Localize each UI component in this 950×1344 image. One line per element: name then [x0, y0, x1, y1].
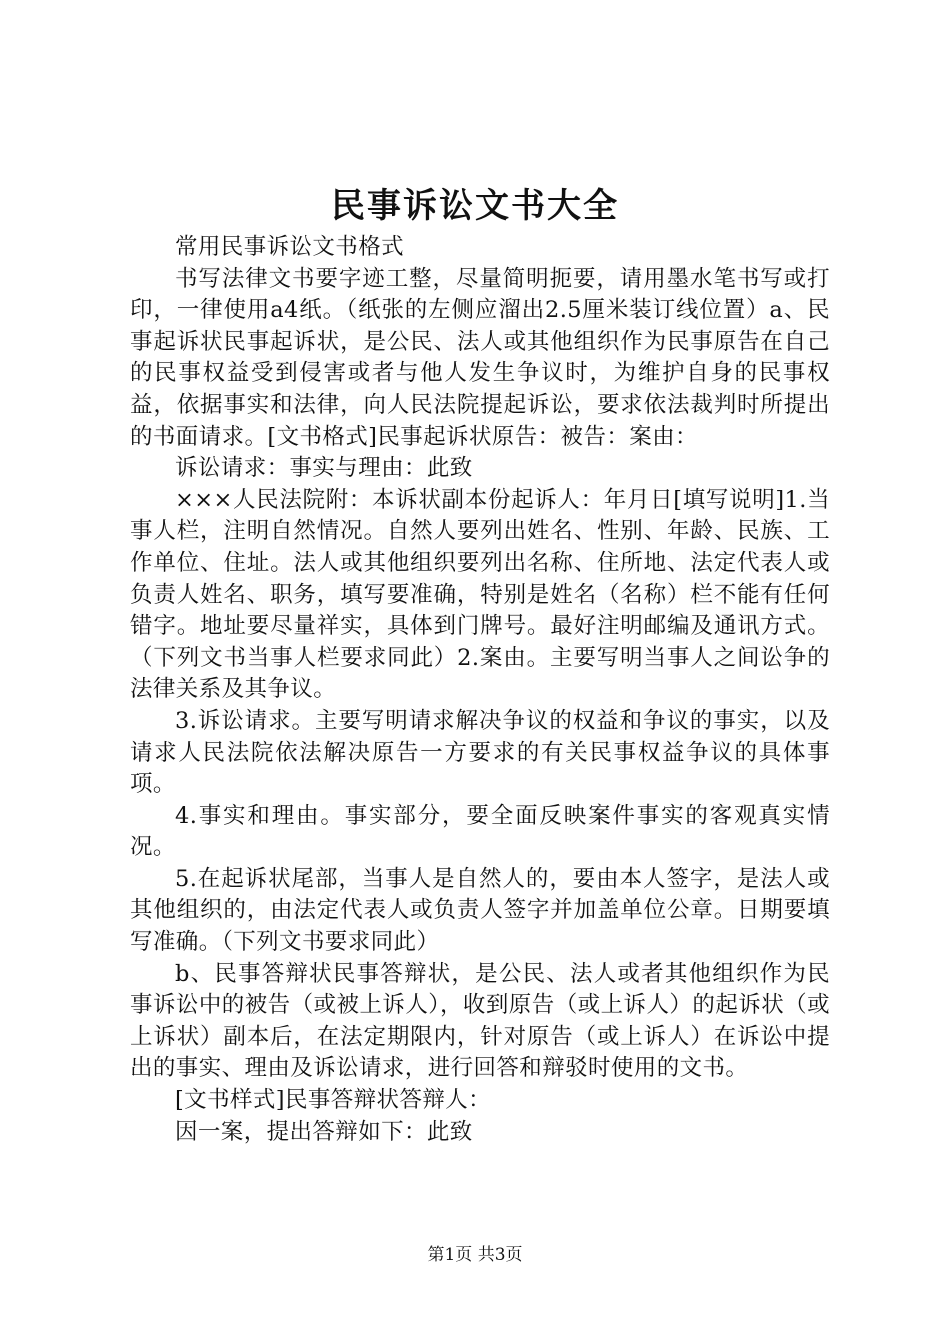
paragraph: 5.在起诉状尾部，当事人是自然人的，要由本人签字，是法人或其他组织的，由法定代表人或负责人签字并加盖单位公章。日期要填写准确。（下列文书要求同此） [130, 865, 830, 956]
paragraph: [文书样式]民事答辩状答辩人： [175, 1087, 492, 1114]
page-footer: 第1页 共3页 [427, 1245, 523, 1265]
paragraph: 诉讼请求：事实与理由：此致 [175, 455, 473, 482]
paragraph: b、民事答辩状民事答辩状，是公民、法人或者其他组织作为民事诉讼中的被告（或被上诉人），收到原告（或上诉人）的起诉状（或上诉状）副本后，在法定期限内，针对原告（或上诉人）在诉讼中提出的事实、理由及诉讼请求，进行回答和辩驳时使用的文书。 [130, 960, 830, 1082]
document-body [130, 232, 830, 1148]
paragraph: 4.事实和理由。事实部分，要全面反映案件事实的客观真实情况。 [130, 802, 830, 861]
paragraph: 书写法律文书要字迹工整，尽量简明扼要，请用墨水笔书写或打印，一律使用a4纸。（纸张的左侧应溜出2.5厘米装订线位置）a、民事起诉状民事起诉状，是公民、法人或其他组织作为民事原告在自己的民事权益受到侵害或者与他人发生争议时，为维护自身的民事权益，依据事实和法律，向人民法院提起诉讼，要求依法裁判时所提出的书面请求。[文书格式]民事起诉状原告：被告：案由： [130, 265, 830, 450]
paragraph: 3.诉讼请求。主要写明请求解决争议的权益和争议的事实，以及请求人民法院依法解决原告一方要求的有关民事权益争议的具体事项。 [130, 707, 830, 798]
paragraph: 常用民事诉讼文书格式 [175, 234, 405, 260]
document-title: 民事诉讼文书大全 [331, 186, 619, 226]
paragraph: ×××人民法院附：本诉状副本份起诉人：年月日[填写说明]1.当事人栏，注明自然情况。自然人要列出姓名、性别、年龄、民族、工作单位、住址。法人或其他组织要列出名称、住所地、法定代表人或负责人姓名、职务，填写要准确，特别是姓名（名称）栏不能有任何错字。地址要尽量祥实，具体到门牌号。最好注明邮编及通讯方式。（下列文书当事人栏要求同此）2.案由。主要写明当事人之间讼争的法律关系及其争议。 [130, 486, 830, 703]
paragraph: 因一案，提出答辩如下：此致 [175, 1118, 473, 1145]
